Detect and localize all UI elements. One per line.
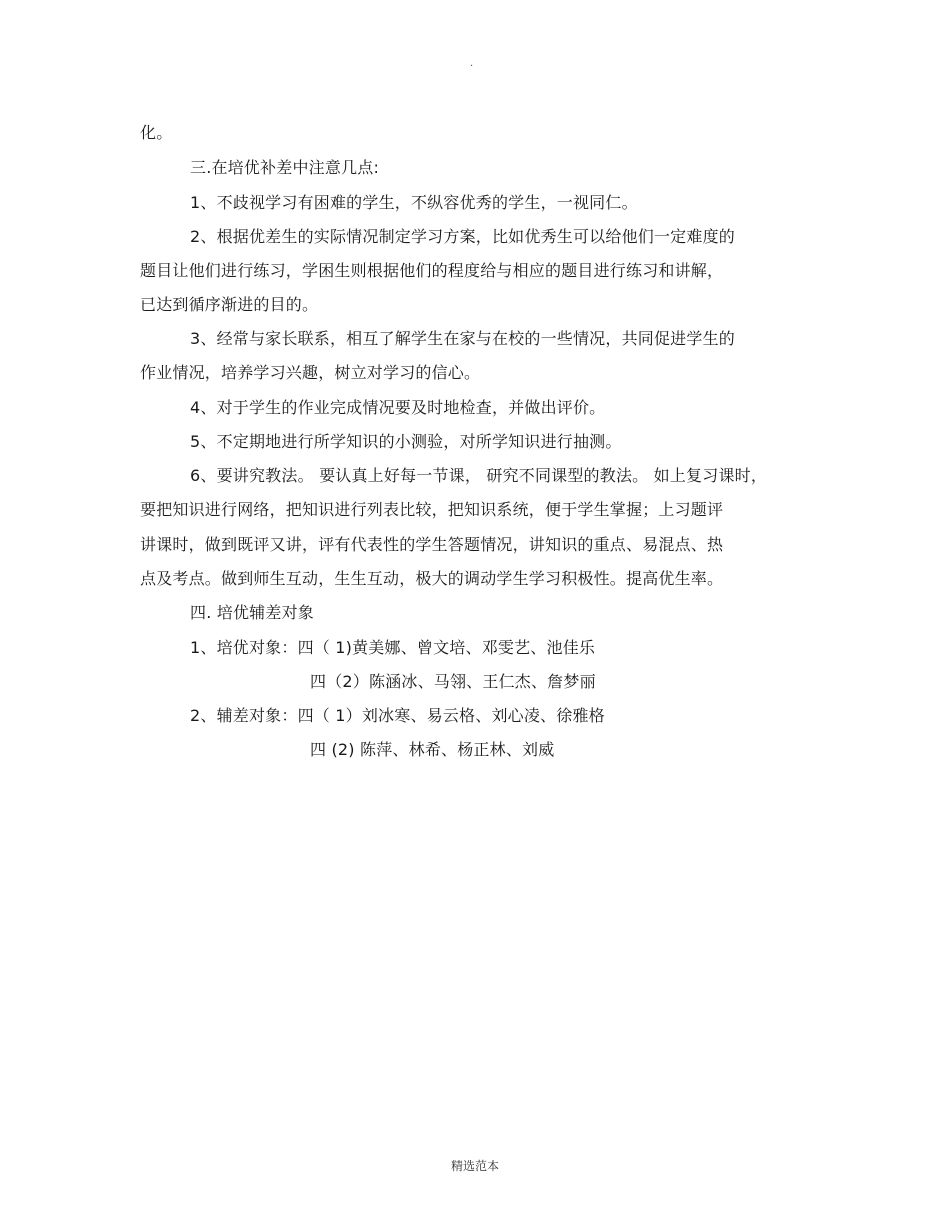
text-line: 讲课时，做到既评又讲，评有代表性的学生答题情况，讲知识的重点、易混点、热	[140, 535, 724, 554]
text-line: 要把知识进行网络，把知识进行列表比较，把知识系统，便于学生掌握；上习题评	[140, 500, 724, 519]
text-line: 化。	[140, 123, 173, 142]
text-line: 2、根据优差生的实际情况制定学习方案，比如优秀生可以给他们一定难度的	[190, 227, 735, 246]
section-heading: 三.在培优补差中注意几点:	[190, 158, 380, 177]
page-footer: 精选范本	[450, 1159, 499, 1173]
text-line: 6、要讲究教法。 要认真上好每一节课， 研究不同课型的教法。 如上复习课时，	[190, 466, 768, 485]
text-line: 3、经常与家长联系，相互了解学生在家与在校的一些情况，共同促进学生的	[190, 329, 735, 348]
text-line: 1、不歧视学习有困难的学生，不纵容优秀的学生，一视同仁。	[190, 193, 638, 212]
text-line: 1、培优对象：四（ 1)黄美娜、曾文培、邓雯艺、池佳乐	[190, 638, 596, 657]
header-mark: .	[470, 58, 474, 69]
section-heading: 四. 培优辅差对象	[190, 603, 314, 622]
text-line: 已达到循序渐进的目的。	[140, 295, 319, 314]
text-line: 2、辅差对象：四（ 1）刘冰寒、易云格、刘心凌、徐雅格	[190, 706, 605, 725]
text-line: 点及考点。做到师生互动，生生互动，极大的调动学生学习积极性。提高优生率。	[140, 569, 724, 588]
text-line: 题目让他们进行练习，学困生则根据他们的程度给与相应的题目进行练习和讲解，	[140, 261, 724, 280]
text-line: 5、不定期地进行所学知识的小测验，对所学知识进行抽测。	[190, 432, 622, 451]
text-line: 四 (2) 陈萍、林希、杨正林、刘威	[310, 740, 555, 759]
text-line: 4、对于学生的作业完成情况要及时地检查，并做出评价。	[190, 398, 606, 417]
text-line: 四（2）陈涵冰、马翎、王仁杰、詹梦丽	[310, 672, 596, 691]
text-line: 作业情况，培养学习兴趣，树立对学习的信心。	[140, 363, 481, 382]
